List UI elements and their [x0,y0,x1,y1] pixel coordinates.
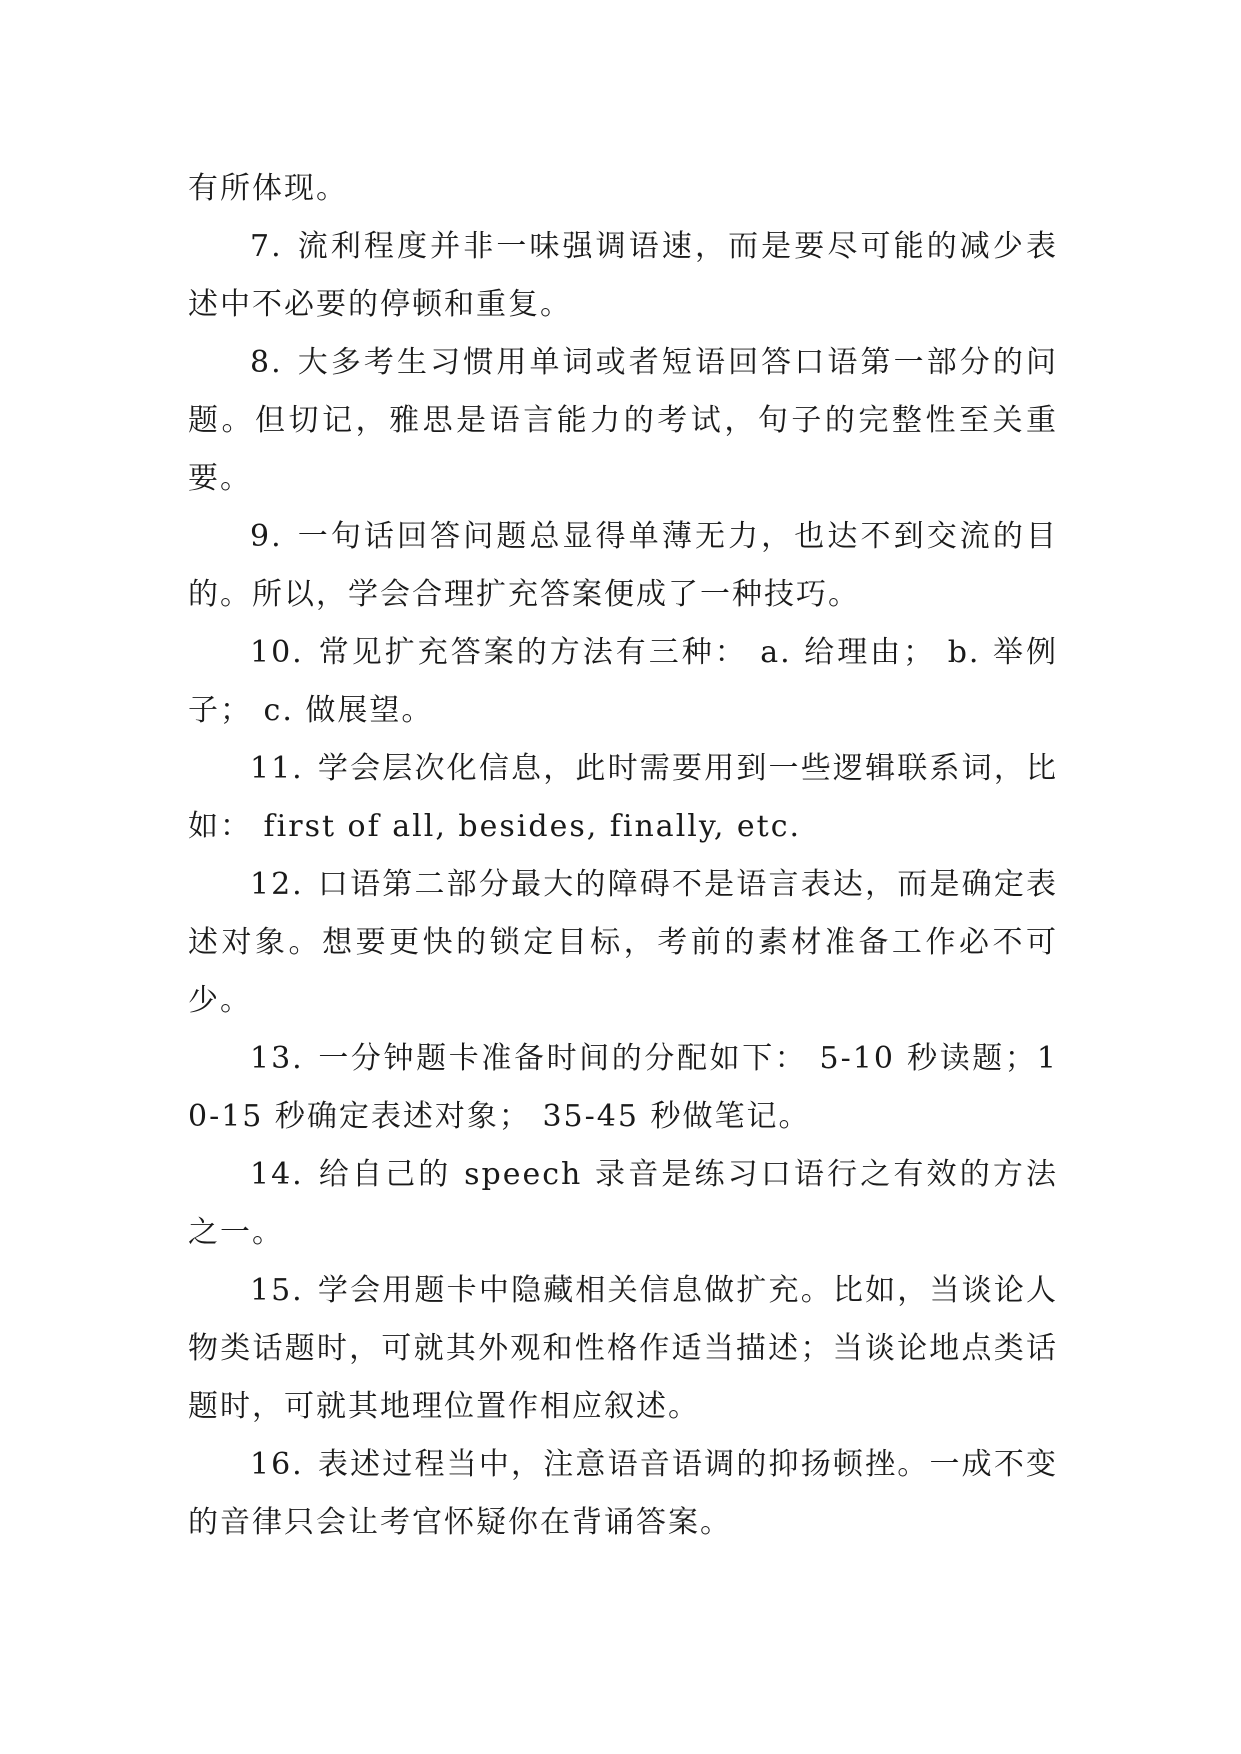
list-number: 7. [250,229,283,264]
list-item-9 [188,508,1058,624]
paragraph-text: 给自己的 speech 录音是练习口语行之有效的方法之一。 [188,1157,1058,1250]
list-item-16 [188,1436,1058,1552]
document-body [188,160,1058,1552]
paragraph-text: 学会用题卡中隐藏相关信息做扩充。比如，当谈论人物类话题时，可就其外观和性格作适当描述；当谈论地点类话题时，可就其地理位置作相应叙述。 [188,1273,1058,1424]
list-number: 8. [250,345,283,380]
list-number: 16. [250,1447,304,1482]
paragraph-text: 口语第二部分最大的障碍不是语言表达，而是确定表述对象。想要更快的锁定目标，考前的素材准备工作必不可少。 [188,867,1058,1018]
list-item-7 [188,218,1058,334]
paragraph-continuation [188,160,1058,218]
list-item-10 [188,624,1058,740]
list-item-8 [188,334,1058,508]
list-item-11 [188,740,1058,856]
list-number: 13. [250,1041,304,1076]
paragraph-text: 学会层次化信息，此时需要用到一些逻辑联系词，比如： first of all, besides, finally, etc. [188,751,1058,844]
list-item-14 [188,1146,1058,1262]
paragraph-text: 常见扩充答案的方法有三种： a. 给理由； b. 举例子； c. 做展望。 [188,635,1058,728]
list-item-15 [188,1262,1058,1436]
list-number: 10. [250,635,304,670]
list-number: 15. [250,1273,304,1308]
paragraph-text: 一分钟题卡准备时间的分配如下： 5-10 秒读题；10-15 秒确定表述对象； 35-45 秒做笔记。 [188,1041,1058,1134]
list-number: 9. [250,519,283,554]
paragraph-text: 表述过程当中，注意语音语调的抑扬顿挫。一成不变的音律只会让考官怀疑你在背诵答案。 [188,1447,1058,1540]
paragraph-text: 大多考生习惯用单词或者短语回答口语第一部分的问题。但切记，雅思是语言能力的考试，句子的完整性至关重要。 [188,345,1058,496]
list-number: 12. [250,867,304,902]
list-item-13 [188,1030,1058,1146]
list-number: 14. [250,1157,304,1192]
list-item-12 [188,856,1058,1030]
paragraph-text: 一句话回答问题总显得单薄无力，也达不到交流的目的。所以，学会合理扩充答案便成了一种技巧。 [188,519,1058,612]
paragraph-text: 流利程度并非一味强调语速，而是要尽可能的减少表述中不必要的停顿和重复。 [188,229,1058,322]
paragraph-text: 有所体现。 [188,171,348,206]
list-number: 11. [250,751,304,786]
